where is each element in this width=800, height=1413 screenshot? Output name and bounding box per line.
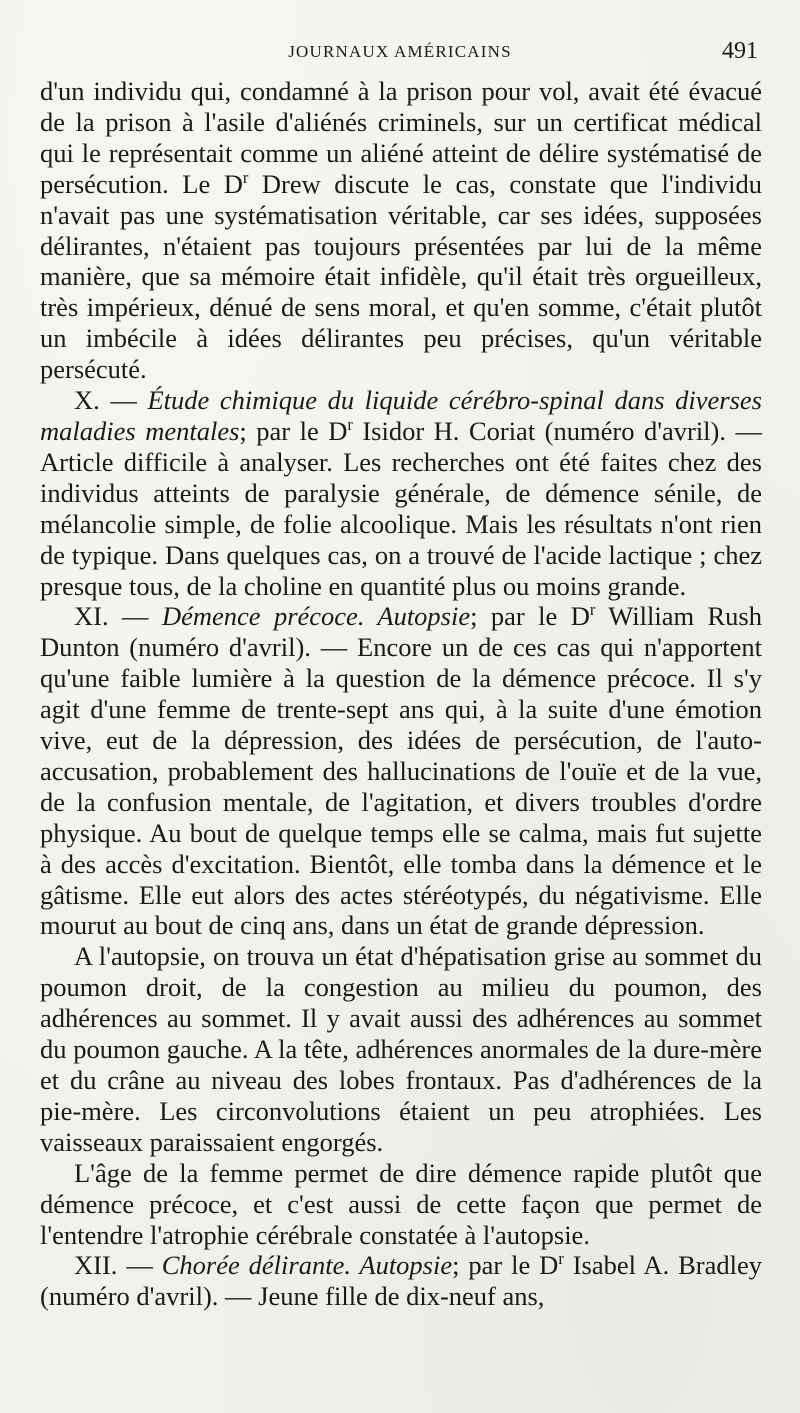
paragraph-drew-case [40,76,762,385]
section-x [40,385,762,601]
text-run: ; par le D [470,601,590,632]
text-run: William Rush Dunton (numéro d'avril). — Encore un de ces cas qui n'apportent qu'une faible lumière à la question de la démence précoce. Il s'y agit d'une femme de trente-sept ans qui, à la suite d'une émotion vive, eut de la dépression, des idées de persécution, de l'auto-accusation, probablement des hallucinations de l'ouïe et de la vue, de la confusion mentale, de l'agitation, et divers troubles d'ordre physique. Au bout de quelque temps elle se calma, mais fut sujette à des accès d'excitation. Bientôt, elle tomba dans la démence et le gâtisme. Elle eut alors des actes stéréotypés, du négativisme. Elle mourut au bout de cinq ans, dans un état de grande dépression. [40,601,762,941]
section-number: X. — [74,385,148,416]
section-title: Étude chimique du liquide cérébro-spinal dans diverses maladies mentales [40,385,762,446]
paragraph-autopsy: A l'autopsie, on trouva un état d'hépatisation grise au sommet du poumon droit, de la congestion au milieu du poumon, des adhérences au sommet. Il y avait aussi des adhérences au sommet du poumon gauche. A la tête, adhérences anormales de la dure-mère et du crâne au niveau des lobes frontaux. Pas d'adhérences de la pie-mère. Les circonvolutions étaient un peu atrophiées. Les vaisseaux paraissaient engorgés. [40,941,762,1157]
section-number: XII. — [74,1250,162,1281]
running-title: JOURNAUX AMÉRICAINS [288,42,512,61]
section-xii [40,1250,762,1312]
running-head [0,38,800,68]
text-run: d'un individu qui, condamné à la prison pour vol, avait été évacué de la prison à l'asile d'aliénés criminels, sur un certificat médical qui le représentait comme un aliéné atteint de délire systématisé de persécution. Le D [40,76,762,199]
section-title: Chorée délirante. Autopsie [161,1250,453,1281]
section-xi [40,601,762,941]
text-run: Drew discute le cas, constate que l'individu n'avait pas une systématisation véritable, car ses idées, supposées délirantes, n'étaient pas toujours présentées par lui de la même manière, que sa mémoire était infidèle, qu'il était très orgueilleux, très impérieux, dénué de sens moral, et qu'en somme, c'était plutôt un imbécile à idées délirantes peu précises, qu'un véritable persécuté. [40,168,762,385]
section-number: XI. — [74,601,162,632]
body-text [40,76,762,1312]
text-run: Isidor H. Coriat (numéro d'avril). — Article difficile à analyser. Les recherches ont été faites chez des individus atteints de paralysie générale, de démence sénile, de mélancolie simple, de folie alcoolique. Mais les résultats n'ont rien de typique. Dans quelques cas, on a trouvé de l'acide lactique ; chez presque tous, de la choline en quantité plus ou moins grande. [40,415,762,601]
superscript: r [558,1249,564,1269]
text-run: Isabel A. Bradley (numéro d'avril). — Jeune fille de dix-neuf ans, [40,1250,762,1312]
superscript: r [589,600,596,620]
paragraph-age: L'âge de la femme permet de dire démence rapide plutôt que démence précoce, et c'est aussi de cette façon que permet de l'entendre l'atrophie cérébrale constatée à l'autopsie. [40,1157,762,1250]
text-run: ; par le D [452,1250,559,1281]
superscript: r [347,415,353,435]
superscript: r [242,167,249,187]
text-run: ; par le D [239,415,348,446]
section-title: Démence précoce. Autopsie [161,601,471,632]
page-number: 491 [722,38,758,64]
